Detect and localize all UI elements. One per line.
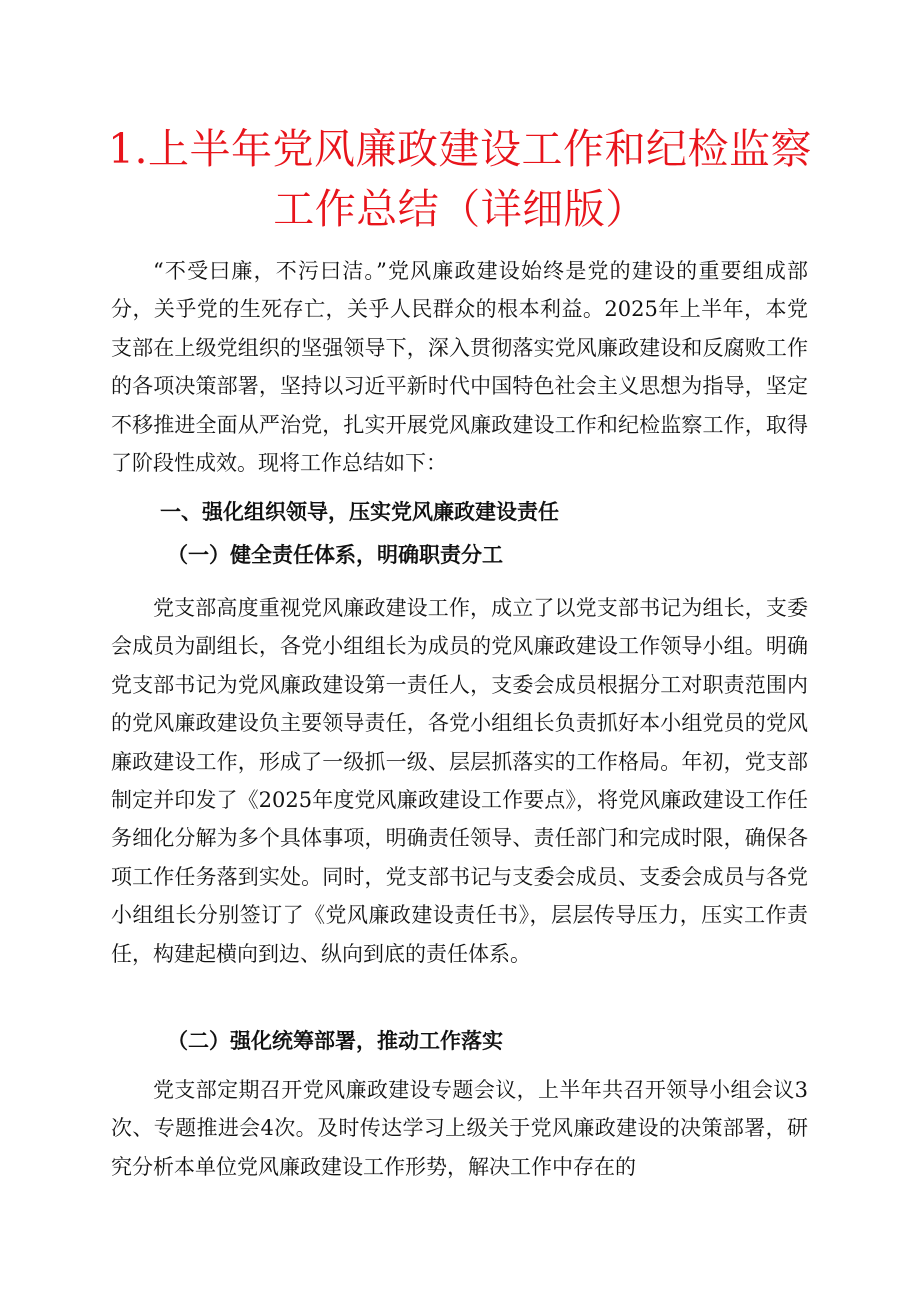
- section-1-heading: 一、强化组织领导，压实党风廉政建设责任: [160, 499, 559, 524]
- document-title-line-2: 工作总结（详细版）: [273, 185, 647, 233]
- subsection-1-heading: （一）健全责任体系，明确职责分工: [167, 542, 503, 567]
- intro-paragraph: “不受曰廉，不污曰洁。”党风廉政建设始终是党的建设的重要组成部分，关乎党的生死存亡，关乎人民群众的根本利益。2025年上半年，本党支部在上级党组织的坚强领导下，深入贯彻落实党风廉政建设和反腐败工作的各项决策部署，坚持以习近平新时代中国特色社会主义思想为指导，坚定不移推进全面从严治党，扎实开展党风廉政建设工作和纪检监察工作，取得了阶段性成效。现将工作总结如下：: [111, 259, 808, 476]
- subsection-2-heading: （二）强化统筹部署，推动工作落实: [167, 1028, 503, 1053]
- subsection-2-body: 党支部定期召开党风廉政建设专题会议，上半年共召开领导小组会议3次、专题推进会4次。及时传达学习上级关于党风廉政建设的决策部署，研究分析本单位党风廉政建设工作形势，解决工作中存在的: [111, 1078, 808, 1179]
- subsection-1-body: 党支部高度重视党风廉政建设工作，成立了以党支部书记为组长，支委会成员为副组长，各党小组组长为成员的党风廉政建设工作领导小组。明确党支部书记为党风廉政建设第一责任人，支委会成员根据分工对职责范围内的党风廉政建设负主要领导责任，各党小组组长负责抓好本小组党员的党风廉政建设工作，形成了一级抓一级、层层抓落实的工作格局。年初，党支部制定并印发了《2025年度党风廉政建设工作要点》，将党风廉政建设工作任务细化分解为多个具体事项，明确责任领导、责任部门和完成时限，确保各项工作任务落到实处。同时，党支部书记与支委会成员、支委会成员与各党小组组长分别签订了《党风廉政建设责任书》，层层传导压力，压实工作责任，构建起横向到边、纵向到底的责任体系。: [111, 596, 808, 966]
- document-title-line-1: 1.上半年党风廉政建设工作和纪检监察: [107, 125, 813, 173]
